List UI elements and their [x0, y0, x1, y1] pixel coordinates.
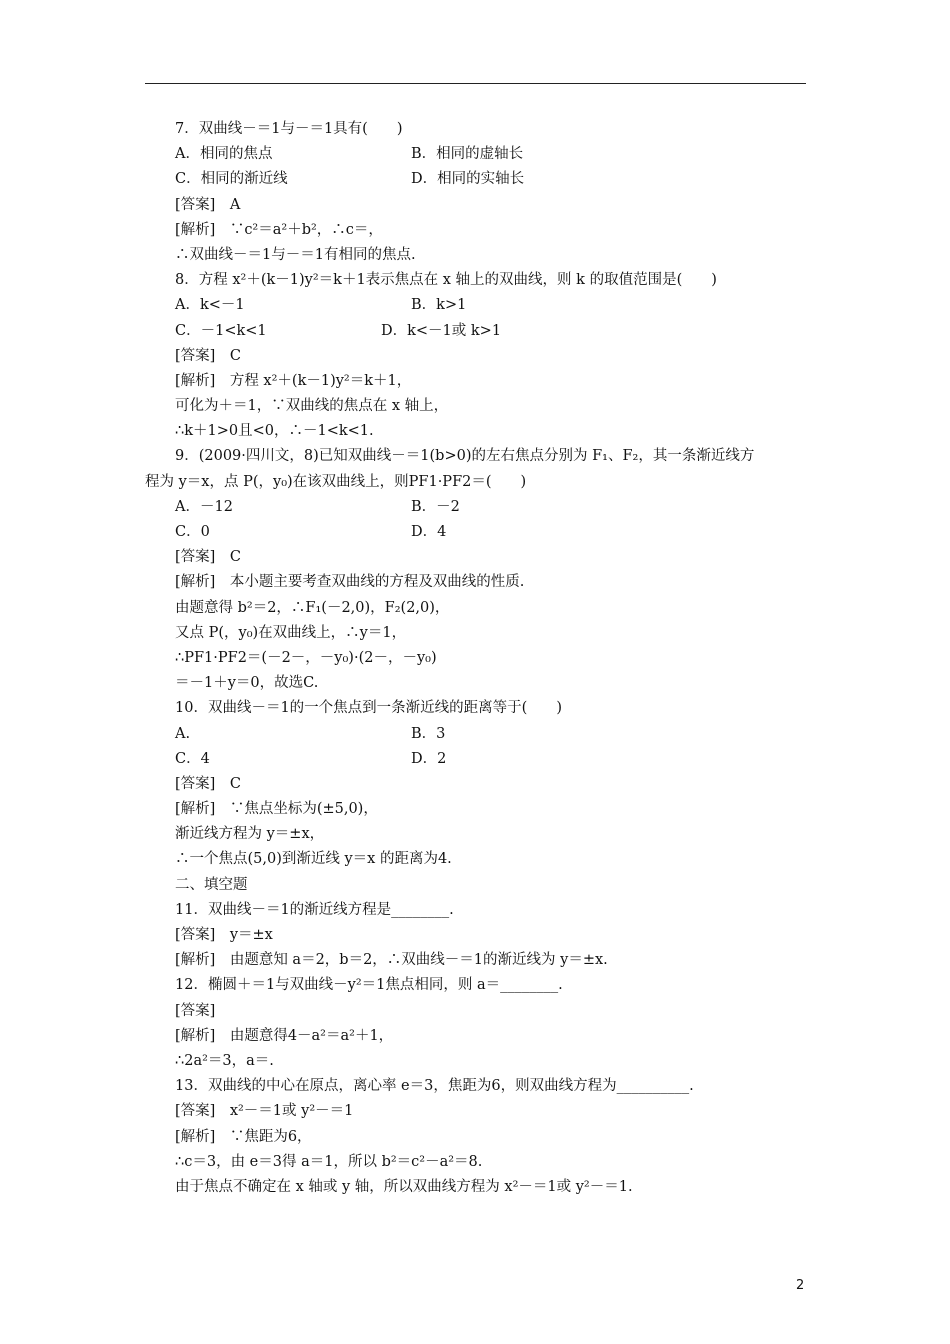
option-item: A．k<－1 [175, 297, 245, 314]
text-line: 7．双曲线－＝1与－＝1具有( ) [175, 121, 403, 137]
options-row [145, 520, 806, 545]
text-line: [答案] C [175, 549, 241, 566]
text-line: 又点 P(，y₀)在双曲线上，∴y＝1， [175, 624, 407, 641]
text-line: 可化为＋＝1，∵双曲线的焦点在 x 轴上， [175, 398, 449, 415]
text-line: 二、填空题 [175, 876, 248, 893]
document-body [145, 117, 806, 1200]
text-line: 由题意得 b²＝2，∴F₁(－2,0)，F₂(2,0)， [175, 599, 450, 616]
text-line: 12．椭圆＋＝1与双曲线－y²＝1焦点相同，则 a＝________. [175, 977, 563, 994]
options-row [145, 319, 806, 344]
text-line: [答案] C [175, 347, 241, 364]
text-line: ∴一个焦点(5,0)到渐近线 y＝x 的距离为4. [175, 851, 452, 868]
text-line: ∴PF1·PF2＝(－2－，－y₀)·(2－，－y₀) [175, 649, 437, 666]
text-line: 渐近线方程为 y＝±x， [175, 826, 325, 843]
text-line: [解析] 由题意得4－a²＝a²＋1， [175, 1027, 394, 1044]
options-row [145, 722, 806, 747]
text-line: [答案] [175, 1002, 216, 1019]
text-line: ∴c＝3，由 e＝3得 a＝1，所以 b²＝c²－a²＝8. [175, 1153, 483, 1170]
option-item: B．相同的虚轴长 [411, 146, 524, 163]
options-row [145, 495, 806, 520]
header-rule [145, 83, 806, 84]
option-item: C．相同的渐近线 [175, 171, 288, 188]
text-line: 由于焦点不确定在 x 轴或 y 轴，所以双曲线方程为 x²－＝1或 y²－＝1. [175, 1178, 633, 1195]
text-line: 8．方程 x²＋(k－1)y²＝k＋1表示焦点在 x 轴上的双曲线，则 k 的取值范围是( ) [175, 272, 717, 289]
option-item: D．k<－1或 k>1 [381, 322, 502, 339]
text-line: [答案] y＝±x [175, 927, 273, 943]
text-line: [解析] ∵焦距为6， [175, 1128, 312, 1145]
option-item: B．－2 [411, 498, 460, 515]
option-item: A．－12 [175, 498, 233, 515]
option-item: D．相同的实轴长 [411, 171, 525, 188]
options-row [145, 747, 806, 772]
text-line: ∴双曲线－＝1与－＝1有相同的焦点. [175, 246, 416, 263]
text-line: ∴2a²＝3，a＝. [175, 1052, 274, 1069]
options-row [145, 293, 806, 318]
option-item: B．k>1 [411, 297, 467, 314]
text-line: 程为 y＝x，点 P(，y₀)在该双曲线上，则PF1·PF2＝( ) [145, 473, 527, 490]
text-line: [解析] ∵焦点坐标为(±5,0)， [175, 801, 378, 818]
option-item: C．－1<k<1 [175, 322, 267, 339]
text-line: ＝－1＋y＝0，故选C. [175, 675, 319, 692]
text-line: [答案] x²－＝1或 y²－＝1 [175, 1103, 354, 1120]
text-line: 10．双曲线－＝1的一个焦点到一条渐近线的距离等于( ) [175, 700, 562, 717]
option-item: B．3 [411, 725, 446, 742]
option-item: C．0 [175, 524, 210, 540]
text-line: [解析] ∵c²＝a²＋b²，∴c＝， [175, 221, 383, 238]
option-item: D．2 [411, 750, 447, 767]
text-line: [解析] 方程 x²＋(k－1)y²＝k＋1， [175, 372, 412, 389]
text-line: [解析] 本小题主要考查双曲线的方程及双曲线的性质. [175, 574, 525, 591]
text-line: 9．(2009·四川文，8)已知双曲线－＝1(b>0)的左右焦点分别为 F₁、F₂，其一条渐近线方 [175, 448, 755, 465]
options-row [145, 167, 806, 192]
options-row [145, 142, 806, 167]
option-item: A．相同的焦点 [175, 146, 273, 163]
text-line: ∴k＋1>0且<0，∴－1<k<1. [175, 423, 374, 440]
option-item: C．4 [175, 750, 210, 767]
page-number: 2 [796, 1278, 805, 1293]
text-line: 11．双曲线－＝1的渐近线方程是________. [175, 901, 454, 918]
text-line: 13．双曲线的中心在原点，离心率 e＝3，焦距为6，则双曲线方程为__________. [175, 1078, 694, 1095]
text-line: [答案] C [175, 775, 241, 792]
option-item: A. [175, 725, 191, 742]
option-item: D．4 [411, 524, 447, 540]
text-line: [答案] A [175, 196, 241, 213]
text-line: [解析] 由题意知 a＝2，b＝2，∴双曲线－＝1的渐近线为 y＝±x. [175, 952, 608, 969]
